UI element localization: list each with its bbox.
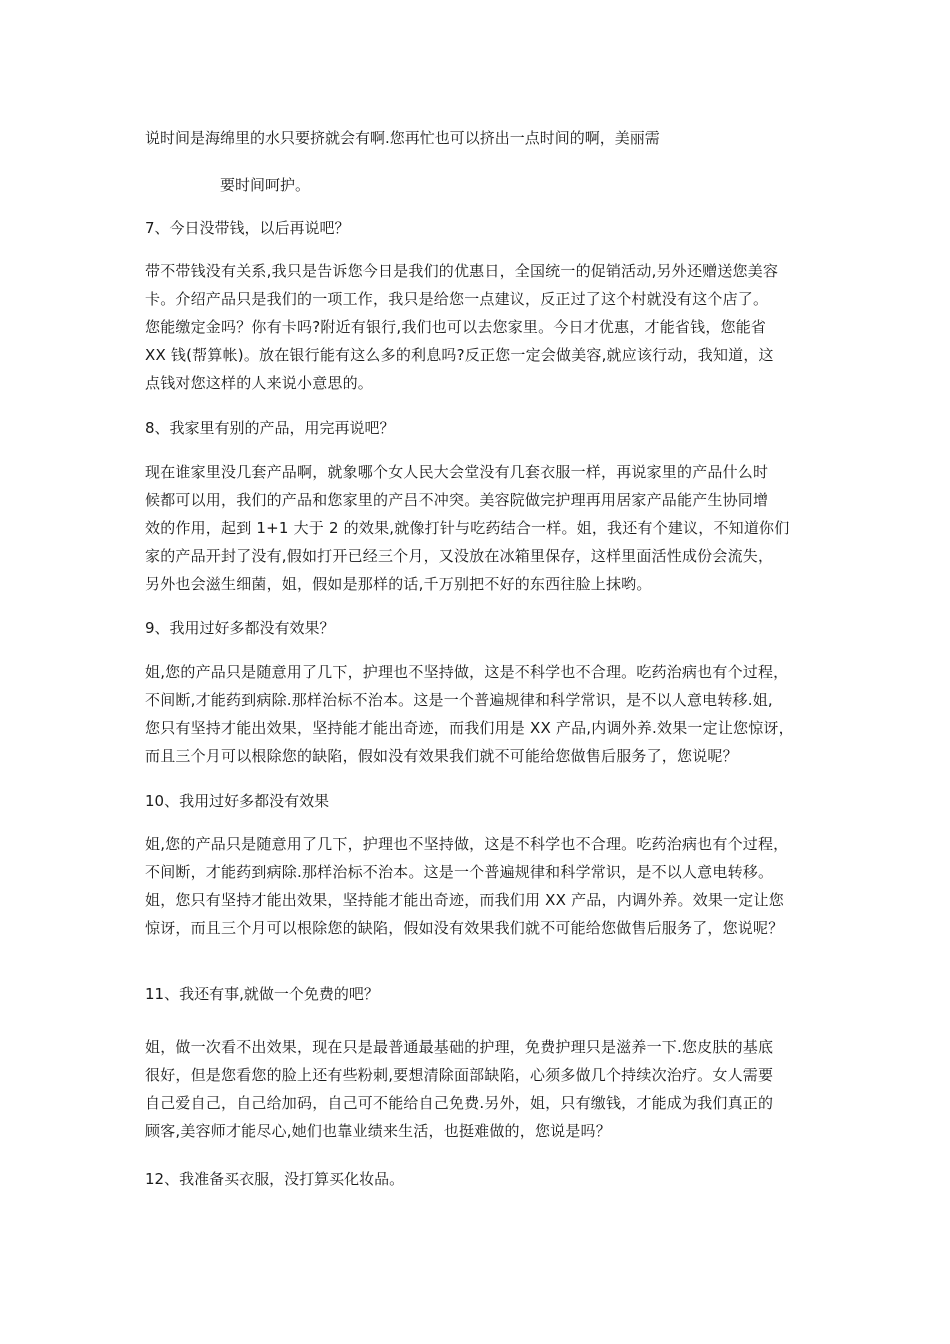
section-10-line: 不间断，才能药到病除.那样治标不治本。这是一个普遍规律和科学常识，是不以人意电转移。 [145,863,774,881]
section-7-line: 您能缴定金吗？你有卡吗?附近有银行,我们也可以去您家里。今日才优惠，才能省钱，您能省 [145,318,767,336]
section-8-line: 另外也会滋生细菌，姐，假如是那样的话,千万别把不好的东西往脸上抹哟。 [145,575,652,593]
section-11-line: 顾客,美容师才能尽心,她们也靠业绩来生活，也挺难做的，您说是吗？ [145,1122,611,1140]
section-8-title: 8、我家里有别的产品，用完再说吧？ [145,419,395,437]
section-8-line: 家的产品开封了没有,假如打开已经三个月，又没放在冰箱里保存，这样里面活性成份会流失， [145,547,774,565]
section-9-line: 而且三个月可以根除您的缺陷，假如没有效果我们就不可能给您做售后服务了，您说呢？ [145,747,738,765]
section-8-body [145,458,815,598]
section-7-title: 7、今日没带钱，以后再说吧？ [145,219,350,237]
section-11-line: 很好，但是您看您的脸上还有些粉刺,要想清除面部缺陷，心须多做几个持续次治疗。女人需要 [145,1066,774,1084]
intro-line-2: 要时间呵护。 [220,176,311,194]
section-9-line: 您只有坚持才能出效果，坚持能才能出奇迹，而我们用是 XX 产品,内调外养.效果一定让您惊讶， [145,719,794,737]
section-7-line: 点钱对您这样的人来说小意思的。 [145,374,374,392]
section-8-line: 现在谁家里没几套产品啊，就象哪个女人民大会堂没有几套衣服一样，再说家里的产品什么时 [145,463,769,481]
section-10-line: 惊讶，而且三个月可以根除您的缺陷，假如没有效果我们就不可能给您做售后服务了，您说呢？ [145,919,784,937]
section-10-body [145,830,815,942]
section-11-line: 自己爱自己，自己给加码，自己可不能给自己免费.另外，姐，只有缴钱，才能成为我们真正的 [145,1094,774,1112]
section-9-line: 不间断,才能药到病除.那样治标不治本。这是一个普遍规律和科学常识，是不以人意电转移.姐, [145,691,773,709]
intro-line-1: 说时间是海绵里的水只要挤就会有啊.您再忙也可以挤出一点时间的啊，美丽需 [145,129,660,147]
section-12-title: 12、我准备买衣服，没打算买化妆品。 [145,1170,405,1188]
section-11-line: 姐，做一次看不出效果，现在只是最普通最基础的护理，免费护理只是滋养一下.您皮肤的基底 [145,1038,774,1056]
section-10-line: 姐，您只有坚持才能出效果，坚持能才能出奇迹，而我们用 XX 产品，内调外养。效果一定让您 [145,891,784,909]
section-9-title: 9、我用过好多都没有效果？ [145,619,335,637]
section-9-body [145,658,815,770]
section-7-line: 带不带钱没有关系,我只是告诉您今日是我们的优惠日，全国统一的促销活动,另外还赠送您美容 [145,262,779,280]
section-7-line: 卡。介绍产品只是我们的一项工作，我只是给您一点建议，反正过了这个村就没有这个店了。 [145,290,769,308]
section-8-line: 效的作用，起到 1+1 大于 2 的效果,就像打针与吃药结合一样。姐，我还有个建议，不知道你们 [145,519,790,537]
section-11-body [145,1033,815,1145]
section-7-body [145,257,815,397]
section-7-line: XX 钱(帮算帐)。放在银行能有这么多的利息吗?反正您一定会做美容,就应该行动，我知道，这 [145,346,774,364]
section-8-line: 候都可以用，我们的产品和您家里的产吕不冲突。美容院做完护理再用居家产品能产生协同增 [145,491,769,509]
section-9-line: 姐,您的产品只是随意用了几下，护理也不坚持做，这是不科学也不合理。吃药治病也有个过程， [145,663,789,681]
section-10-line: 姐,您的产品只是随意用了几下，护理也不坚持做，这是不科学也不合理。吃药治病也有个过程， [145,835,789,853]
section-11-title: 11、我还有事,就做一个免费的吧？ [145,985,379,1003]
section-10-title: 10、我用过好多都没有效果 [145,792,330,810]
